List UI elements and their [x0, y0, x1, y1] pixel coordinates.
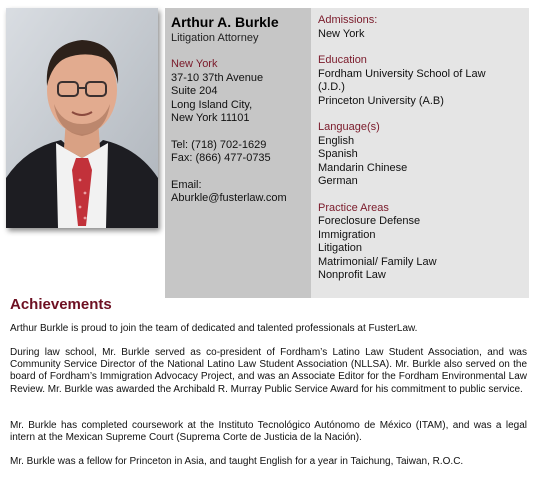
address-line: 37-10 37th Avenue: [171, 71, 264, 84]
education-item: Fordham University School of Law: [318, 67, 486, 80]
language-item: Spanish: [318, 148, 358, 160]
achievements-heading: Achievements: [10, 296, 112, 313]
attorney-name: Arthur A. Burkle: [171, 14, 279, 30]
practice-item: Matrimonial/ Family Law: [318, 255, 437, 268]
credentials-column: [311, 8, 529, 298]
practice-item: Immigration: [318, 228, 376, 241]
language-item: English: [318, 134, 355, 147]
email-label: Email:: [171, 178, 202, 191]
attorney-photo: [6, 8, 158, 228]
address-line: Suite 204: [171, 85, 218, 97]
email-link[interactable]: Aburkle@fusterlaw.com: [171, 192, 287, 204]
education-item: Princeton University (A.B): [318, 94, 444, 107]
contact-column: [165, 8, 311, 298]
admissions-heading: Admissions:: [318, 14, 378, 26]
admission-item: New York: [318, 27, 365, 40]
achievement-paragraph: Mr. Burkle was a fellow for Princeton in Asia, and taught English for a year in Taichung, Taiwan, R.O.C.: [10, 456, 464, 467]
achievement-paragraph: Arthur Burkle is proud to join the team of dedicated and talented professionals at FusterLaw.: [10, 323, 418, 334]
education-heading: Education: [318, 54, 367, 66]
telephone: Tel: (718) 702-1629: [171, 138, 267, 151]
language-item: German: [318, 175, 358, 187]
address-line: New York 11101: [171, 112, 250, 124]
address-line: Long Island City,: [171, 98, 253, 111]
languages-heading: Language(s): [318, 121, 380, 133]
practice-item: Nonprofit Law: [318, 269, 386, 281]
attorney-title: Litigation Attorney: [171, 32, 259, 44]
achievement-paragraph: Mr. Burkle has completed coursework at the Instituto Tecnológico Autónomo de México (ITAM), and was a legal intern at the Mexican Supreme Court (Suprema Corte de Justicia de la Nación).: [10, 420, 527, 444]
practice-item: Foreclosure Defense: [318, 215, 421, 227]
office-city: New York: [171, 58, 218, 70]
language-item: Mandarin Chinese: [318, 161, 408, 174]
achievement-paragraph: During law school, Mr. Burkle served as co-president of Fordham’s Latino Law Student Association, and was Community Service Director of the National Latino Law Student Association (NLLSA). Mr. Burkle also served on the board of Fordham’s Immigration Advocacy Project, and was an Associate Editor for the Fordham Environmental Law Review. Mr. Burkle was awarded the Archibald R. Murray Public Service Award for his commitment to public service.: [10, 347, 527, 395]
fax: Fax: (866) 477-0735: [171, 152, 271, 164]
education-item: (J.D.): [318, 81, 345, 93]
practice-heading: Practice Areas: [318, 201, 389, 214]
practice-item: Litigation: [318, 242, 363, 254]
